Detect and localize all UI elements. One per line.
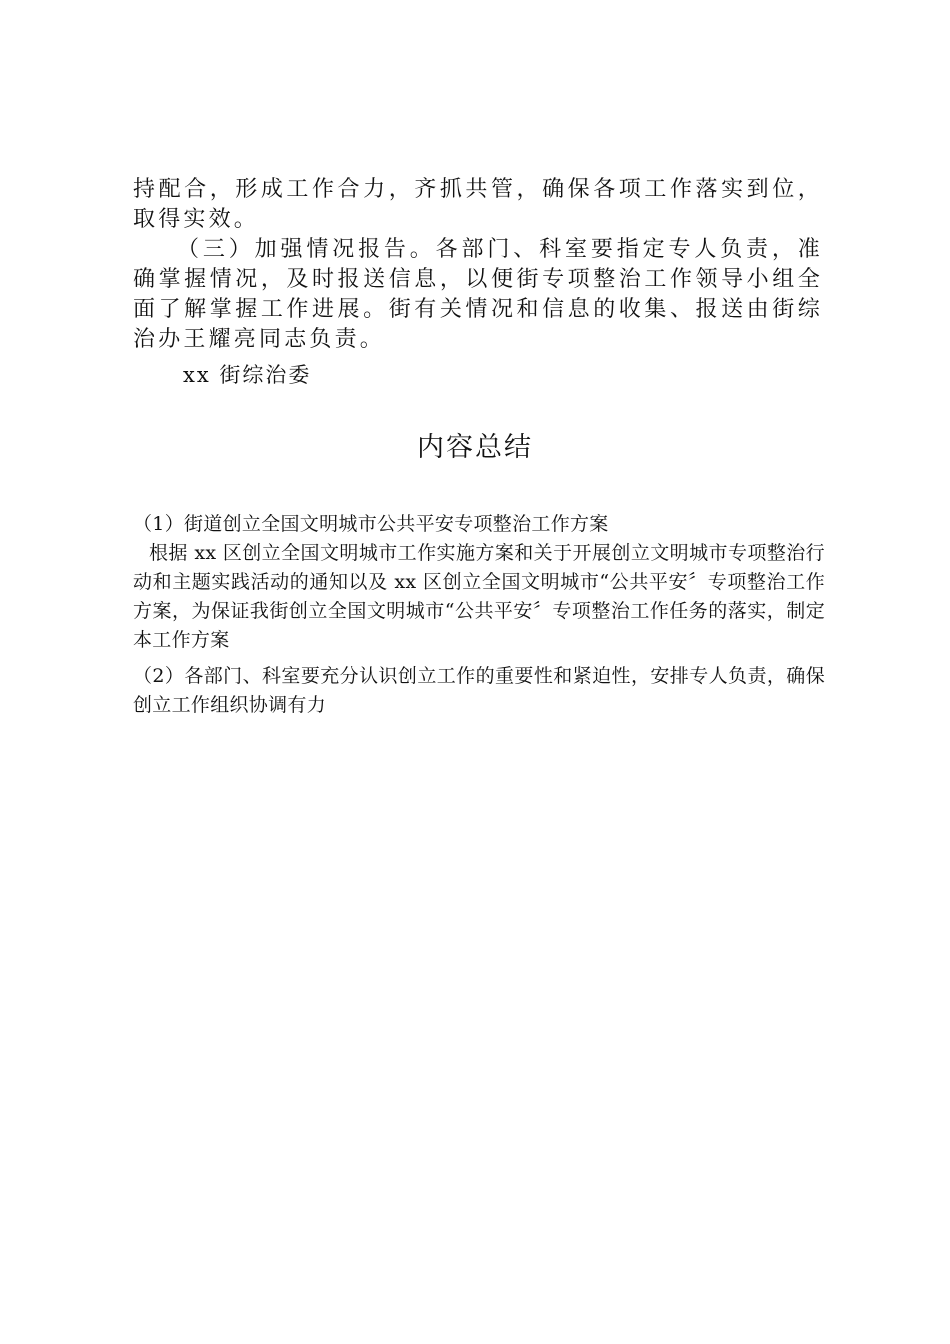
summary-item-1-body: 根据 xx 区创立全国文明城市工作实施方案和关于开展创立文明城市专项整治行动和主题实践活动的通知以及 xx 区创立全国文明城市“公共平安〞专项整治工作方案，为保证我街创立全国文明城市“公共平安〞专项整治工作任务的落实，制定本工作方案 bbox=[133, 542, 825, 651]
paragraph-continuation: 持配合，形成工作合力，齐抓共管，确保各项工作落实到位，取得实效。 bbox=[133, 177, 823, 232]
signature: xx 街综治委 bbox=[183, 363, 312, 387]
summary-title: 内容总结 bbox=[417, 432, 533, 463]
paragraph-three: （三）加强情况报告。各部门、科室要指定专人负责，准确掌握情况，及时报送信息，以便街专项整治工作领导小组全面了解掌握工作进展。街有关情况和信息的收集、报送由街综治办王耀亮同志负责。 bbox=[133, 237, 823, 352]
summary-item-2: （2）各部门、科室要充分认识创立工作的重要性和紧迫性，安排专人负责，确保创立工作组织协调有力 bbox=[133, 665, 825, 716]
summary-item-1-title: （1）街道创立全国文明城市公共平安专项整治工作方案 bbox=[133, 513, 609, 535]
